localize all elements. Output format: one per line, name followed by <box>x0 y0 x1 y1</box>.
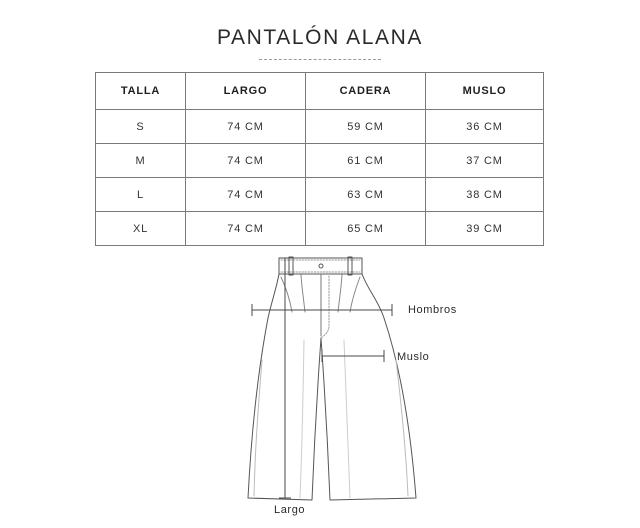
cell-muslo: 37 CM <box>426 144 544 178</box>
cell-talla: L <box>96 178 186 212</box>
cell-largo: 74 CM <box>186 144 306 178</box>
cell-cadera: 63 CM <box>306 178 426 212</box>
muslo-label: Muslo <box>397 351 430 363</box>
cell-muslo: 39 CM <box>426 212 544 246</box>
pants-outline <box>248 274 416 500</box>
column-header-cadera: CADERA <box>306 73 426 110</box>
cell-talla: M <box>96 144 186 178</box>
cell-largo: 74 CM <box>186 178 306 212</box>
cell-largo: 74 CM <box>186 212 306 246</box>
cell-cadera: 65 CM <box>306 212 426 246</box>
cell-muslo: 38 CM <box>426 178 544 212</box>
cell-cadera: 59 CM <box>306 110 426 144</box>
cell-talla: XL <box>96 212 186 246</box>
cell-cadera: 61 CM <box>306 144 426 178</box>
column-header-largo: LARGO <box>186 73 306 110</box>
cell-talla: S <box>96 110 186 144</box>
page-title: PANTALÓN ALANA <box>216 26 424 49</box>
cell-largo: 74 CM <box>186 110 306 144</box>
cell-muslo: 36 CM <box>426 110 544 144</box>
button-icon <box>319 264 323 268</box>
column-header-muslo: MUSLO <box>426 73 544 110</box>
largo-label: Largo <box>274 504 306 516</box>
column-header-talla: TALLA <box>96 73 186 110</box>
hombros-label: Hombros <box>408 304 457 316</box>
